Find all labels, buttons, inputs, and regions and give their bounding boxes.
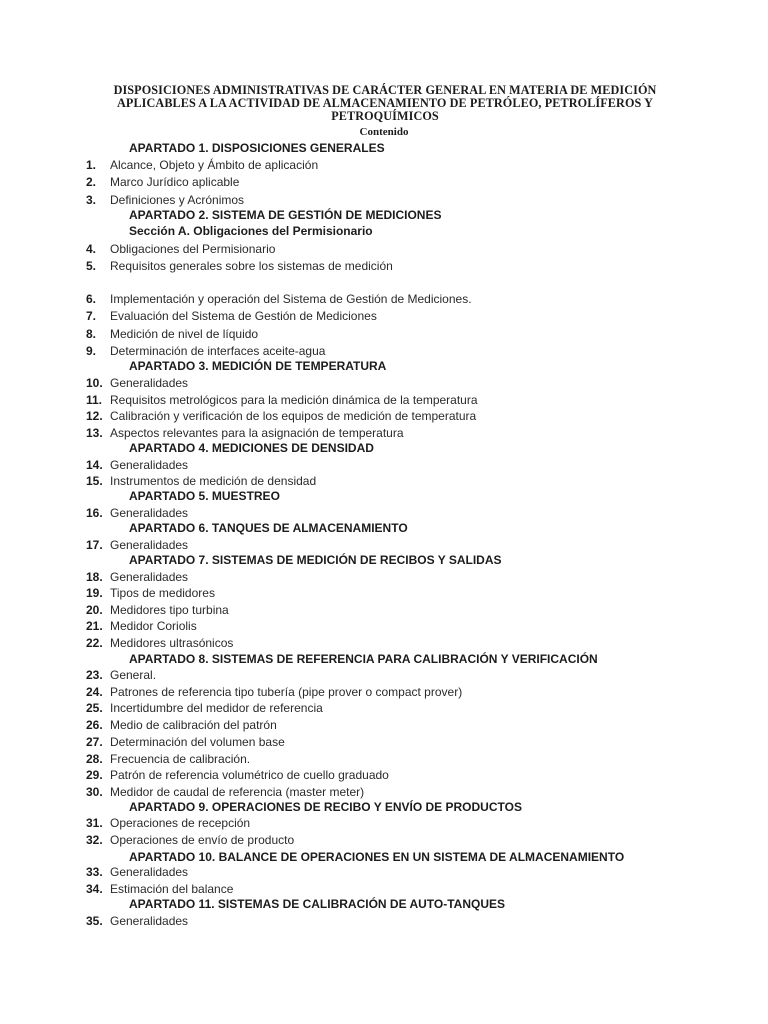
toc-section-heading	[0, 358, 768, 374]
toc-item	[0, 832, 768, 848]
toc-item-number: 12.	[86, 409, 103, 423]
toc-item-text: Operaciones de recepción	[110, 816, 251, 830]
toc-item-number: 19.	[86, 586, 103, 600]
toc-item-text: Incertidumbre del medidor de referencia	[110, 701, 323, 715]
toc-item-number: 22.	[86, 636, 103, 650]
toc-item	[0, 192, 768, 208]
toc-item-number: 13.	[86, 426, 103, 440]
toc-item-number: 20.	[86, 603, 103, 617]
toc-item-text: Medidor de caudal de referencia (master meter)	[110, 785, 365, 799]
toc-item-text: General.	[110, 668, 157, 682]
toc-item-number: 8.	[86, 327, 97, 341]
toc-item	[0, 375, 768, 391]
toc-item	[0, 457, 768, 473]
toc-heading-text: APARTADO 9. OPERACIONES DE RECIBO Y ENVÍO DE PRODUCTOS	[129, 800, 522, 814]
toc-section-heading	[0, 651, 768, 667]
toc-item-text: Requisitos generales sobre los sistemas de medición	[110, 259, 393, 273]
toc-item-number: 29.	[86, 768, 103, 782]
toc-item	[0, 717, 768, 733]
toc-item-text: Estimación del balance	[110, 882, 234, 896]
toc-item	[0, 241, 768, 257]
toc-item	[0, 408, 768, 424]
toc-item	[0, 618, 768, 634]
toc-item	[0, 767, 768, 783]
toc-section-heading	[0, 520, 768, 536]
toc-item-number: 10.	[86, 376, 103, 390]
contents-label: Contenido	[359, 126, 409, 138]
toc-heading-text: APARTADO 4. MEDICIONES DE DENSIDAD	[129, 441, 374, 455]
toc-item-text: Requisitos metrológicos para la medición dinámica de la temperatura	[110, 393, 478, 407]
toc-item-text: Evaluación del Sistema de Gestión de Mediciones	[110, 309, 377, 323]
toc-item	[0, 326, 768, 342]
toc-item-text: Operaciones de envío de producto	[110, 833, 295, 847]
toc-item-number: 28.	[86, 752, 103, 766]
toc-item-text: Medidores tipo turbina	[110, 603, 229, 617]
toc-item-text: Generalidades	[110, 538, 189, 552]
toc-item	[0, 751, 768, 767]
toc-item	[0, 425, 768, 441]
toc-section-heading	[0, 552, 768, 568]
toc-item-number: 15.	[86, 474, 103, 488]
toc-item-text: Instrumentos de medición de densidad	[110, 474, 317, 488]
toc-item	[0, 585, 768, 601]
toc-item-number: 4.	[86, 242, 97, 256]
toc-item-text: Determinación del volumen base	[110, 735, 285, 749]
toc-item-number: 27.	[86, 735, 103, 749]
document-title-line-3: PETROQUÍMICOS	[331, 108, 439, 123]
toc-item-number: 6.	[86, 292, 97, 306]
toc-item	[0, 864, 768, 880]
toc-item-text: Generalidades	[110, 865, 189, 879]
toc-item-number: 35.	[86, 914, 103, 928]
toc-item-text: Medio de calibración del patrón	[110, 718, 277, 732]
toc-item	[0, 174, 768, 190]
toc-item-number: 1.	[86, 158, 97, 172]
toc-item	[0, 602, 768, 618]
toc-item-number: 24.	[86, 685, 103, 699]
toc-section-heading	[0, 488, 768, 504]
toc-item-text: Generalidades	[110, 506, 189, 520]
toc-item-text: Generalidades	[110, 570, 189, 584]
toc-item	[0, 343, 768, 359]
toc-item	[0, 473, 768, 489]
toc-item-text: Alcance, Objeto y Ámbito de aplicación	[110, 158, 319, 172]
toc-item-number: 3.	[86, 193, 97, 207]
toc-item-text: Patrones de referencia tipo tubería (pipe prover o compact prover)	[110, 685, 463, 699]
toc-item-text: Generalidades	[110, 458, 189, 472]
toc-heading-text: Sección A. Obligaciones del Permisionario	[129, 224, 373, 238]
toc-item-number: 23.	[86, 668, 103, 682]
toc-item	[0, 815, 768, 831]
toc-item	[0, 784, 768, 800]
toc-item-number: 17.	[86, 538, 103, 552]
toc-item-text: Patrón de referencia volumétrico de cuello graduado	[110, 768, 389, 782]
toc-item	[0, 392, 768, 408]
toc-item-number: 11.	[86, 393, 103, 407]
toc-item-number: 26.	[86, 718, 103, 732]
toc-item-text: Medidores ultrasónicos	[110, 636, 234, 650]
toc-section-heading	[0, 440, 768, 456]
toc-heading-text: APARTADO 11. SISTEMAS DE CALIBRACIÓN DE AUTO-TANQUES	[129, 897, 506, 911]
toc-item-number: 5.	[86, 259, 97, 273]
toc-item	[0, 505, 768, 521]
toc-item	[0, 157, 768, 173]
toc-item	[0, 308, 768, 324]
toc-item-number: 32.	[86, 833, 103, 847]
toc-item-number: 18.	[86, 570, 103, 584]
toc-item-number: 21.	[86, 619, 103, 633]
toc-item	[0, 734, 768, 750]
toc-item-text: Frecuencia de calibración.	[110, 752, 251, 766]
toc-heading-text: APARTADO 3. MEDICIÓN DE TEMPERATURA	[129, 359, 387, 373]
toc-item-text: Determinación de interfaces aceite-agua	[110, 344, 326, 358]
toc-item-text: Medidor Coriolis	[110, 619, 197, 633]
toc-item-number: 25.	[86, 701, 103, 715]
toc-item-text: Marco Jurídico aplicable	[110, 175, 240, 189]
toc-item	[0, 569, 768, 585]
toc-item	[0, 881, 768, 897]
toc-item-text: Calibración y verificación de los equipos de medición de temperatura	[110, 409, 477, 423]
toc-heading-text: APARTADO 5. MUESTREO	[129, 489, 280, 503]
document-title-line-2: APLICABLES A LA ACTIVIDAD DE ALMACENAMIENTO DE PETRÓLEO, PETROLÍFEROS Y	[117, 95, 653, 110]
toc-heading-text: APARTADO 6. TANQUES DE ALMACENAMIENTO	[129, 521, 408, 535]
toc-item	[0, 913, 768, 929]
toc-item-text: Obligaciones del Permisionario	[110, 242, 276, 256]
toc-item-number: 9.	[86, 344, 97, 358]
toc-section-heading	[0, 223, 768, 239]
toc-heading-text: APARTADO 1. DISPOSICIONES GENERALES	[129, 141, 385, 155]
toc-item	[0, 537, 768, 553]
toc-item-number: 14.	[86, 458, 103, 472]
toc-heading-text: APARTADO 7. SISTEMAS DE MEDICIÓN DE RECIBOS Y SALIDAS	[129, 553, 502, 567]
toc-item-text: Implementación y operación del Sistema de Gestión de Mediciones.	[110, 292, 472, 306]
toc-item	[0, 258, 768, 274]
toc-item-number: 2.	[86, 175, 97, 189]
document-title	[100, 84, 670, 122]
toc-section-heading	[0, 896, 768, 912]
document-title-line-1: DISPOSICIONES ADMINISTRATIVAS DE CARÁCTER GENERAL EN MATERIA DE MEDICIÓN	[113, 83, 657, 97]
toc-item	[0, 635, 768, 651]
toc-item-number: 33.	[86, 865, 103, 879]
toc-item	[0, 700, 768, 716]
toc-section-heading	[0, 849, 768, 865]
toc-section-heading	[0, 207, 768, 223]
toc-heading-text: APARTADO 10. BALANCE DE OPERACIONES EN UN SISTEMA DE ALMACENAMIENTO	[129, 850, 625, 864]
toc-item-number: 16.	[86, 506, 103, 520]
toc-item-number: 30.	[86, 785, 103, 799]
toc-item-text: Generalidades	[110, 914, 189, 928]
toc-item-number: 7.	[86, 309, 97, 323]
toc-item-text: Aspectos relevantes para la asignación de temperatura	[110, 426, 404, 440]
toc-item	[0, 684, 768, 700]
toc-section-heading	[0, 140, 768, 156]
toc-item-text: Tipos de medidores	[110, 586, 215, 600]
toc-item	[0, 667, 768, 683]
toc-section-heading	[0, 799, 768, 815]
toc-item-number: 34.	[86, 882, 103, 896]
toc-item-number: 31.	[86, 816, 103, 830]
toc-item	[0, 291, 768, 307]
toc-heading-text: APARTADO 8. SISTEMAS DE REFERENCIA PARA CALIBRACIÓN Y VERIFICACIÓN	[129, 652, 598, 666]
toc-item-text: Definiciones y Acrónimos	[110, 193, 245, 207]
toc-heading-text: APARTADO 2. SISTEMA DE GESTIÓN DE MEDICIONES	[129, 208, 442, 222]
toc-item-text: Medición de nivel de líquido	[110, 327, 259, 341]
toc-item-text: Generalidades	[110, 376, 189, 390]
